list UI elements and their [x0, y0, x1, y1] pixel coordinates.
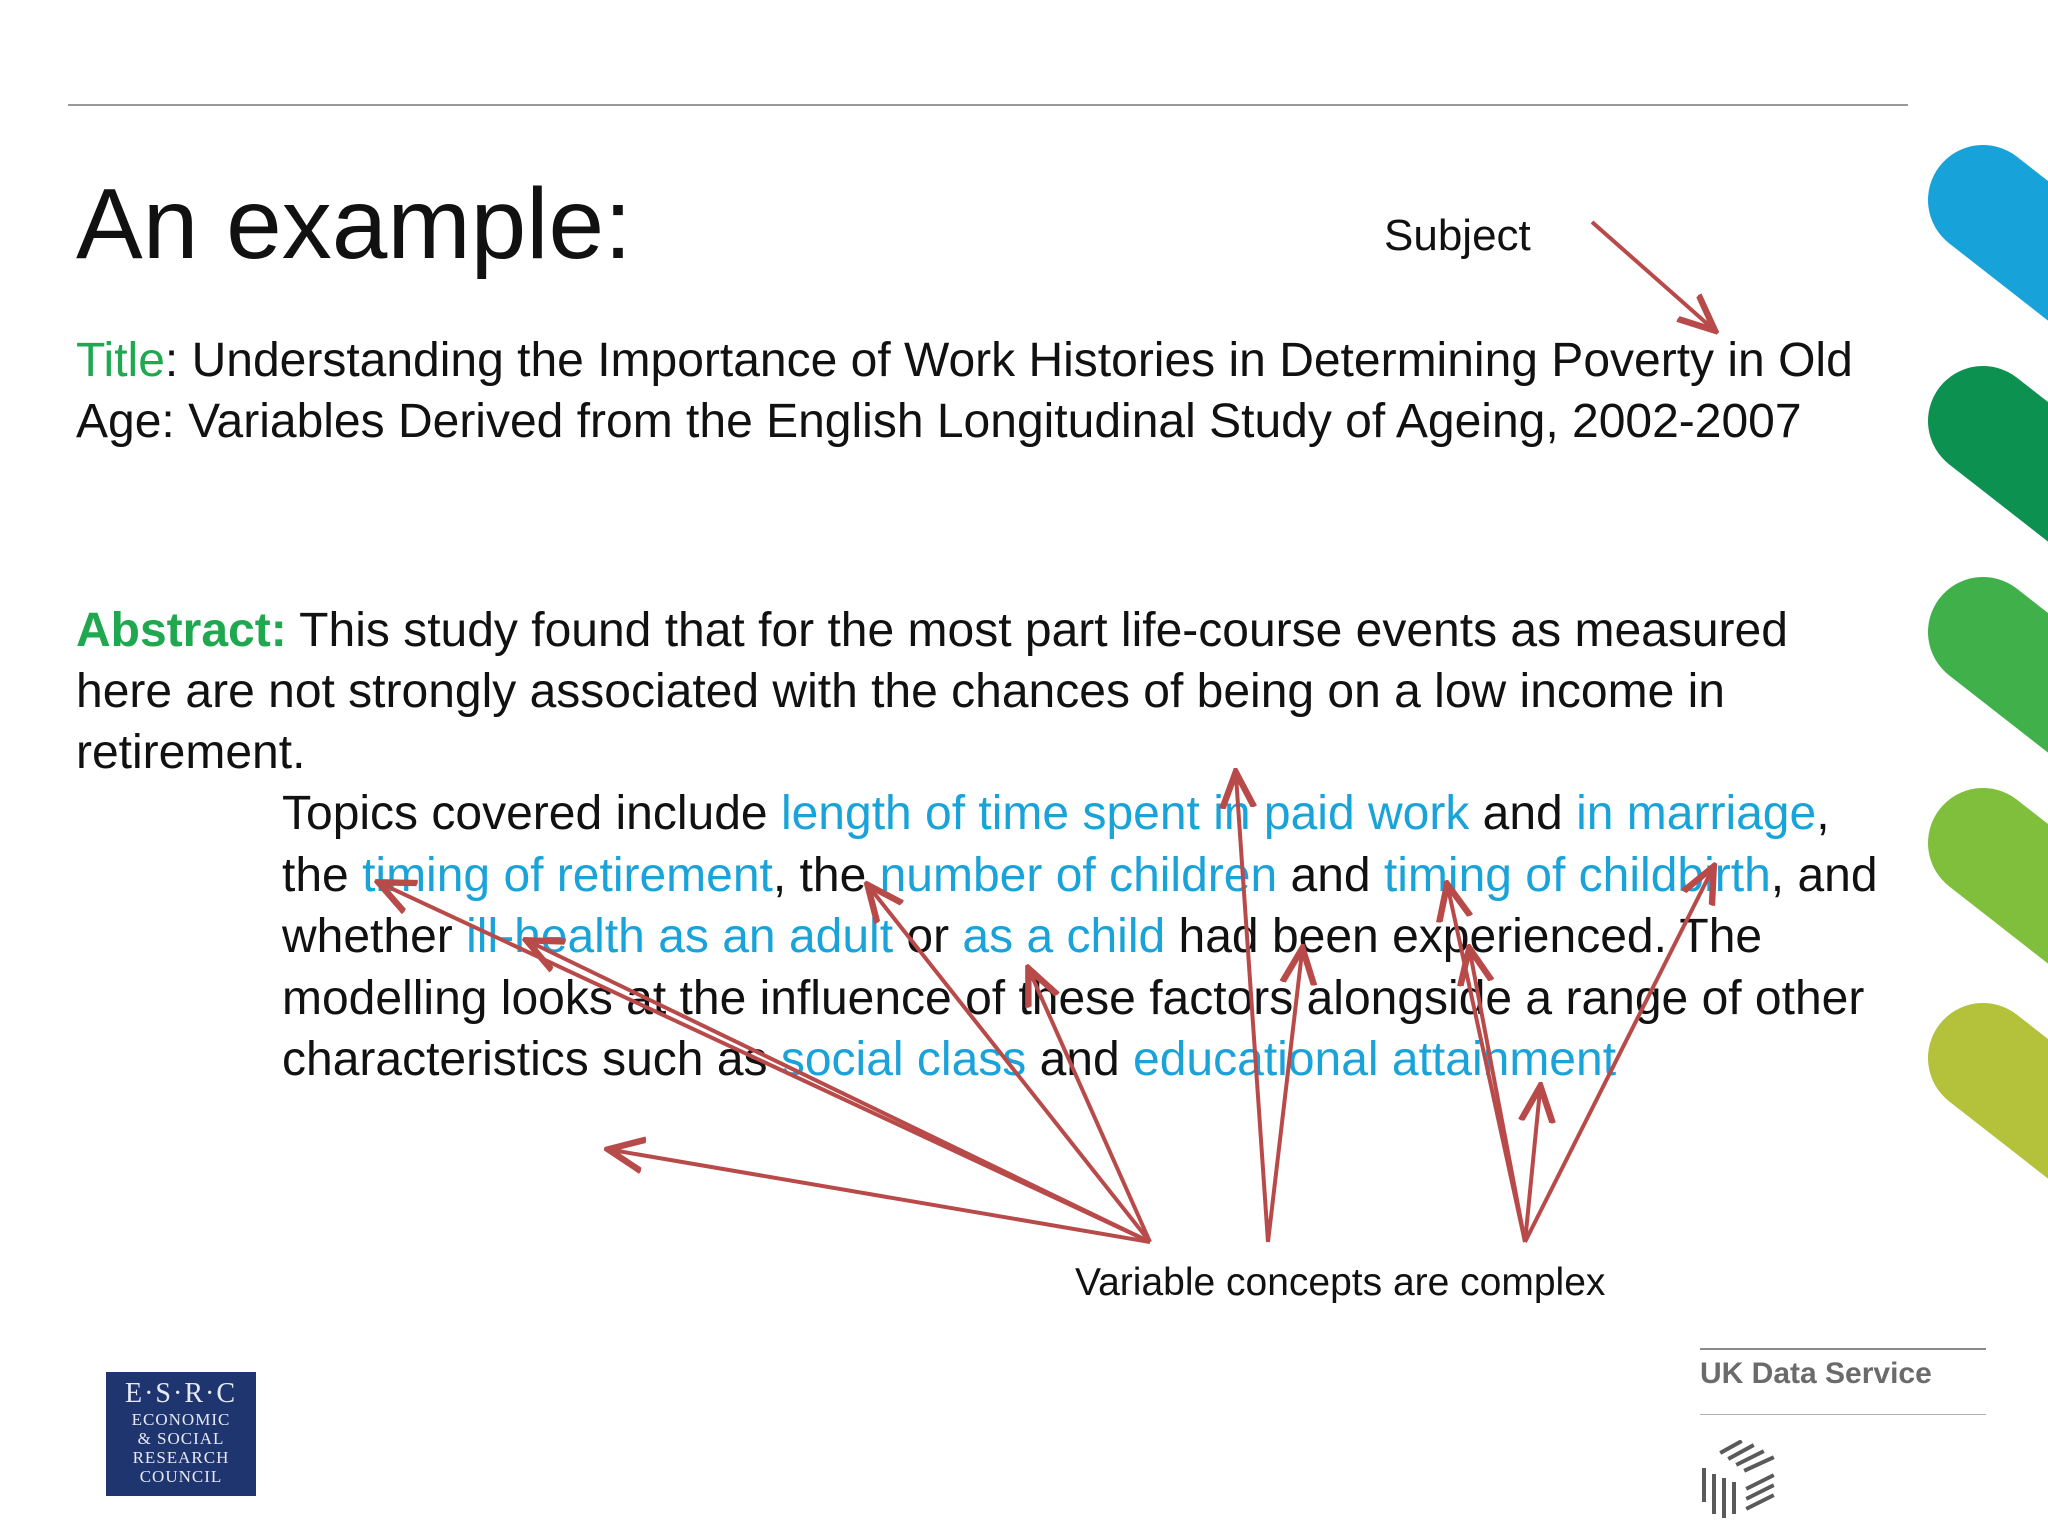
topics-text: , the: [282, 787, 1830, 902]
variable-child-health: as a child: [962, 910, 1166, 963]
decorative-stripe: [1906, 766, 2048, 1037]
esrc-logo-line: COUNCIL: [139, 1467, 223, 1486]
abstract-text: This study found that for the most part life-course events as measured here are not strongly associated with the chances of being on a low income in retirement.: [76, 604, 1788, 779]
variable-paid-work: length of time spent in paid work: [780, 787, 1470, 840]
decorative-stripe: [1906, 981, 2048, 1252]
topics-text: and: [1469, 787, 1577, 840]
topics-text: , the: [772, 848, 880, 902]
subject-label: Subject: [1384, 211, 1531, 260]
ukds-logo-text: UK Data Service: [1700, 1357, 1932, 1390]
variable-marriage: in marriage: [1576, 787, 1817, 840]
slide-title: An example:: [76, 168, 632, 280]
subject-arrow: [1592, 222, 1712, 328]
ukds-rule: [1700, 1348, 1986, 1350]
topics-text: and: [1277, 848, 1384, 902]
variable-adult-health: ill-health as an adult: [466, 910, 894, 963]
variable-childbirth: timing of childbirth: [1383, 848, 1771, 902]
ukds-rule: [1700, 1414, 1986, 1415]
variable-children: number of children: [879, 848, 1278, 902]
variables-label: Variable concepts are complex: [1075, 1261, 1606, 1304]
variable-arrow: [612, 1150, 1150, 1242]
esrc-logo-line: RESEARCH: [132, 1448, 230, 1467]
study-title: [76, 330, 1896, 452]
variable-social-class: social class: [780, 1033, 1027, 1086]
esrc-logo-heading: E·S·R·C: [125, 1378, 237, 1409]
ukds-cube-icon: [1700, 1440, 1790, 1520]
topics-text: Topics covered include: [282, 787, 781, 840]
title-label: Title: [76, 334, 165, 387]
esrc-logo: [106, 1372, 256, 1496]
topics-paragraph: [282, 783, 1882, 1091]
topics-text: and: [1026, 1033, 1134, 1086]
variable-arrow: [1525, 1090, 1540, 1242]
esrc-logo-line: & SOCIAL: [137, 1429, 225, 1448]
decorative-stripe: [1906, 123, 2048, 394]
variable-education: educational attainment: [1133, 1033, 1617, 1086]
abstract: [76, 600, 1896, 783]
header-rule: [68, 104, 1908, 106]
title-separator: :: [164, 334, 192, 387]
topics-text: , and whether: [282, 848, 1878, 963]
topics-text: or: [893, 910, 963, 963]
abstract-label: Abstract:: [76, 604, 287, 657]
esrc-logo-line: ECONOMIC: [131, 1410, 231, 1429]
topics-text: had been experienced. The modelling looks at the influence of these factors alongside a range of other characteristics such as: [282, 910, 1865, 1086]
variable-retirement: timing of retirement: [362, 848, 773, 902]
title-text: Understanding the Importance of Work Histories in Determining Poverty in Old Age: Variables Derived from the English Longitudinal Study of Ageing, 2002-2007: [76, 334, 1853, 448]
decorative-stripe: [1906, 555, 2048, 826]
decorative-stripe: [1906, 344, 2048, 615]
